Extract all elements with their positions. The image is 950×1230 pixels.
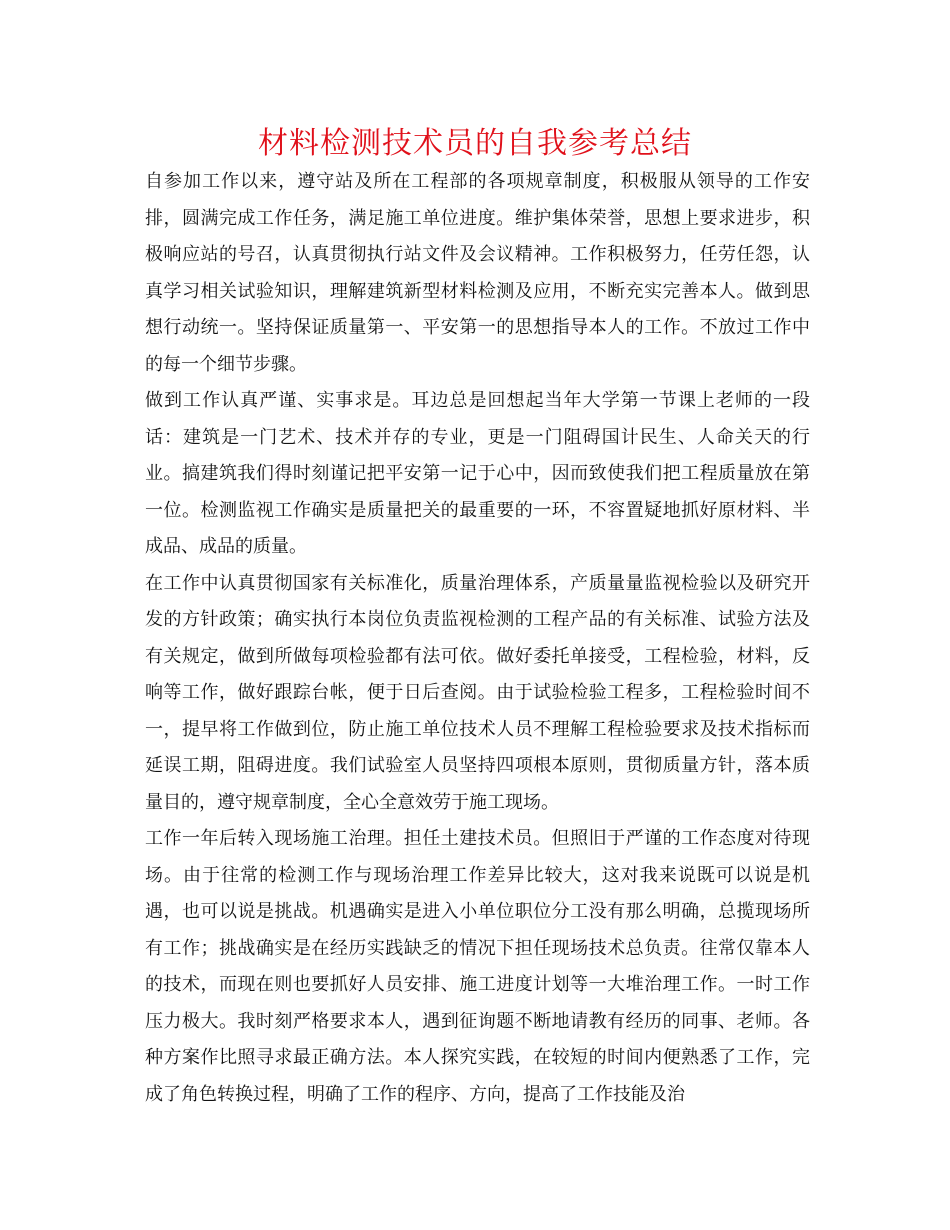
document-title: 材料检测技术员的自我参考总结 [258, 126, 692, 161]
paragraph-3: 在工作中认真贯彻国家有关标准化，质量治理体系，产质量量监视检验以及研究开发的方针政策；确实执行本岗位负责监视检测的工程产品的有关标准、试验方法及有关规定，做到所做每项检验都有法可依。做好委托单接受，工程检验，材料，反响等工作，做好跟踪台帐，便于日后查阅。由于试验检验工程多，工程检验时间不一，提早将工作做到位，防止施工单位技术人员不理解工程检验要求及技术指标而延误工期，阻碍进度。我们试验室人员坚持四项根本原则，贯彻质量方针，落本质量目的，遵守规章制度，全心全意效劳于施工现场。 [145, 572, 810, 813]
paragraph-4: 工作一年后转入现场施工治理。担任土建技术员。但照旧于严谨的工作态度对待现场。由于往常的检测工作与现场治理工作差异比较大，这对我来说既可以说是机遇，也可以说是挑战。机遇确实是进入小单位职位分工没有那么明确，总揽现场所有工作；挑战确实是在经历实践缺乏的情况下担任现场技术总负责。往常仅靠本人的技术，而现在则也要抓好人员安排、施工进度计划等一大堆治理工作。一时工作压力极大。我时刻严格要求本人，遇到征询题不断地请教有经历的同事、老师。各种方案作比照寻求最正确方法。本人探究实践，在较短的时间内便熟悉了工作，完成了角色转换过程，明确了工作的程序、方向，提高了工作技能及治 [145, 828, 810, 1105]
paragraph-2: 做到工作认真严谨、实事求是。耳边总是回想起当年大学第一节课上老师的一段话：建筑是一门艺术、技术并存的专业，更是一门阻碍国计民生、人命关天的行业。搞建筑我们得时刻谨记把平安第一记于心中，因而致使我们把工程质量放在第一位。检测监视工作确实是质量把关的最重要的一环，不容置疑地抓好原材料、半成品、成品的质量。 [145, 390, 810, 557]
paragraph-1: 自参加工作以来，遵守站及所在工程部的各项规章制度，积极服从领导的工作安排，圆满完成工作任务，满足施工单位进度。维护集体荣誉，思想上要求进步，积极响应站的号召，认真贯彻执行站文件及会议精神。工作积极努力，任劳任怨，认真学习相关试验知识，理解建筑新型材料检测及应用，不断充实完善本人。做到思想行动统一。坚持保证质量第一、平安第一的思想指导本人的工作。不放过工作中的每一个细节步骤。 [145, 171, 810, 375]
document-body [145, 164, 810, 1113]
